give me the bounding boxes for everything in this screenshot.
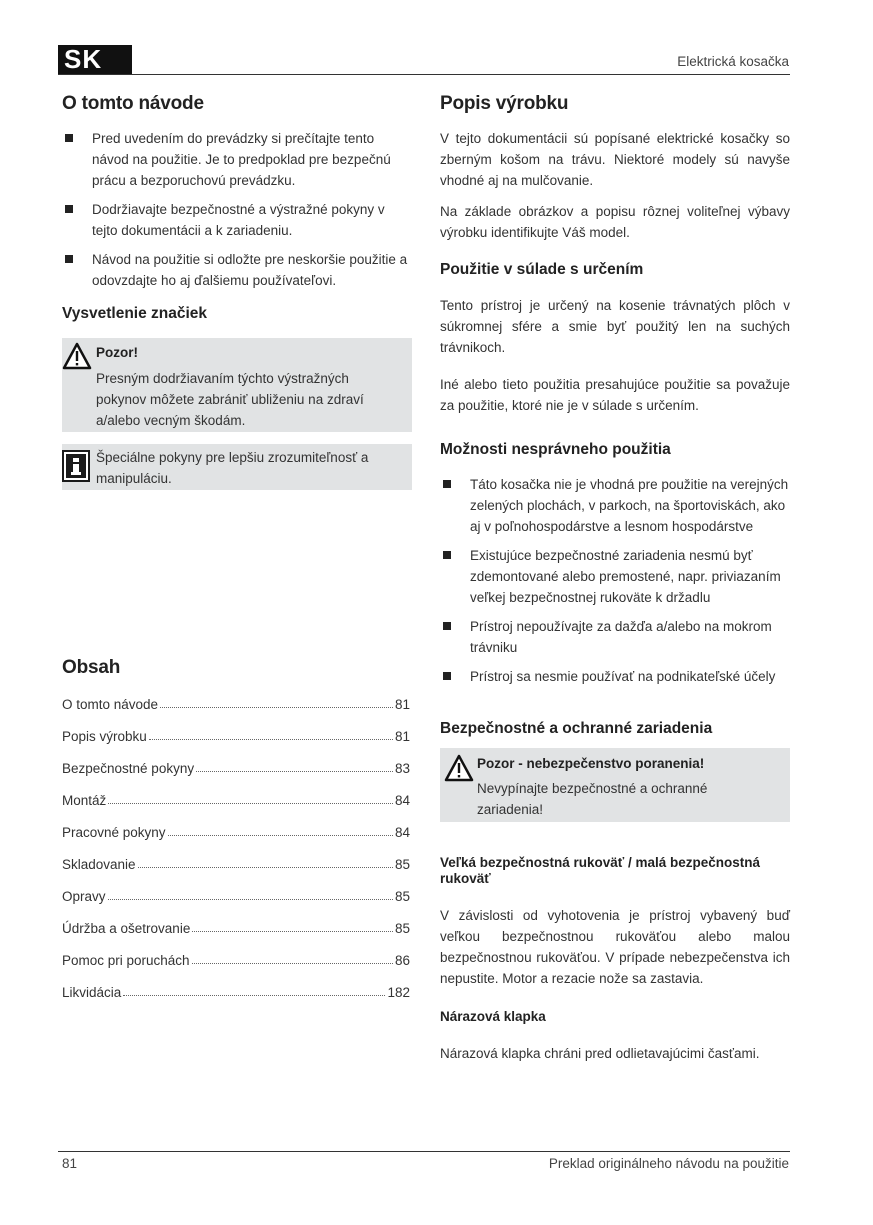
bullet-square-icon xyxy=(443,480,451,488)
toc-entry[interactable]: Likvidácia 182 xyxy=(62,985,410,1000)
about-heading: O tomto návode xyxy=(62,93,204,114)
info-icon xyxy=(62,450,90,482)
bullet-square-icon xyxy=(443,622,451,630)
toc-entry[interactable]: Pomoc pri poruchách 86 xyxy=(62,953,410,968)
intended-use-paragraph-2: Iné alebo tieto použitia presahujúce použitie sa považuje za použitie, ktoré nie je v súlade s určením. xyxy=(440,377,790,413)
warning-box xyxy=(62,338,412,432)
page-number: 81 xyxy=(62,1156,78,1171)
footer-note: Preklad originálneho návodu na použitie xyxy=(548,1156,789,1171)
intended-use-heading: Použitie v súlade s určením xyxy=(440,261,644,278)
bullet-square-icon xyxy=(65,205,73,213)
header-rule xyxy=(58,74,790,75)
bullet-square-icon xyxy=(443,551,451,559)
toc-entry[interactable]: Popis výrobku 81 xyxy=(62,729,410,744)
header-title: Elektrická kosačka xyxy=(677,54,789,69)
intended-use-paragraph-1: Tento prístroj je určený na kosenie trávnatých plôch v súkromnej sfére a smie byť použitý len na suchých trávnikoch. xyxy=(440,298,790,355)
info-text: Špeciálne pokyny pre lepšiu zrozumiteľnosť a manipuláciu. xyxy=(96,450,369,486)
safety-warning-box xyxy=(440,748,790,822)
flap-heading: Nárazová klapka xyxy=(440,1009,546,1024)
handle-paragraph: V závislosti od vyhotovenia je prístroj vybavený buď veľkou bezpečnostnou rukoväťou alebo malou bezpečnostnou rukoväťou. V prípade nebezpečenstva ich nepustite. Motor a rezacie nože sa zastavia. xyxy=(440,908,790,986)
list-item: Pred uvedením do prevádzky si prečítajte tento návod na použitie. Je to predpoklad pre bezpečnú prácu a bezporuchovú prevádzku. xyxy=(62,128,412,191)
misuse-heading: Možnosti nesprávneho použitia xyxy=(440,441,671,458)
list-item: Prístroj nepoužívajte za dažďa a/alebo na mokrom trávniku xyxy=(440,616,790,658)
bullet-square-icon xyxy=(65,255,73,263)
toc-entry[interactable]: Montáž 84 xyxy=(62,793,410,808)
toc-entry[interactable]: O tomto návode 81 xyxy=(62,697,410,712)
toc-entry[interactable]: Bezpečnostné pokyny 83 xyxy=(62,761,410,776)
list-item: Existujúce bezpečnostné zariadenia nesmú byť zdemontované alebo premostené, napr. priviazaním veľkej bezpečnostnej rukoväte k držadlu xyxy=(440,545,790,608)
safety-warning-text: Nevypínajte bezpečnostné a ochranné zariadenia! xyxy=(477,781,708,817)
toc-heading: Obsah xyxy=(62,657,121,678)
safety-heading: Bezpečnostné a ochranné zariadenia xyxy=(440,720,713,737)
warning-triangle-icon xyxy=(444,754,474,782)
about-bullets xyxy=(62,128,412,299)
footer-rule xyxy=(58,1151,790,1152)
misuse-bullets xyxy=(440,474,790,695)
toc-entry[interactable]: Skladovanie 85 xyxy=(62,857,410,872)
warning-text: Presným dodržiavaním týchto výstražných pokynov môžete zabrániť ubliženiu na zdraví a/alebo vecným škodám. xyxy=(96,371,364,428)
list-item: Dodržiavajte bezpečnostné a výstražné pokyny v tejto dokumentácii a k zariadeniu. xyxy=(62,199,412,241)
list-item: Prístroj sa nesmie používať na podnikateľské účely xyxy=(440,666,790,687)
list-item: Táto kosačka nie je vhodná pre použitie na verejných zelených plochách, v parkoch, na športoviskách, ako aj v poľnohospodárstve a lesnom hospodárstve xyxy=(440,474,790,537)
safety-warning-title: Pozor - nebezpečenstvo poranenia! xyxy=(477,756,705,771)
product-heading: Popis výrobku xyxy=(440,93,569,114)
flap-paragraph: Nárazová klapka chráni pred odlietavajúcimi časťami. xyxy=(440,1046,760,1061)
warning-triangle-icon xyxy=(62,342,92,370)
toc-entry[interactable]: Opravy 85 xyxy=(62,889,410,904)
handle-heading: Veľká bezpečnostná rukoväť / malá bezpečnostná rukoväť xyxy=(440,855,761,886)
product-paragraph-2: Na základe obrázkov a popisu rôznej voliteľnej výbavy výrobku identifikujte Váš model. xyxy=(440,204,790,240)
bullet-square-icon xyxy=(443,672,451,680)
symbols-heading: Vysvetlenie značiek xyxy=(62,305,208,322)
info-box xyxy=(62,444,412,490)
list-item: Návod na použitie si odložte pre neskoršie použitie a odovzdajte ho aj ďalšiemu používateľovi. xyxy=(62,249,412,291)
bullet-square-icon xyxy=(65,134,73,142)
language-badge: SK xyxy=(58,45,132,74)
product-paragraph-1: V tejto dokumentácii sú popísané elektrické kosačky so zberným košom na trávu. Niektoré modely sú navyše vhodné aj na mulčovanie. xyxy=(440,131,790,188)
toc-entry[interactable]: Údržba a ošetrovanie 85 xyxy=(62,921,410,936)
warning-title: Pozor! xyxy=(96,345,138,360)
toc-entry[interactable]: Pracovné pokyny 84 xyxy=(62,825,410,840)
